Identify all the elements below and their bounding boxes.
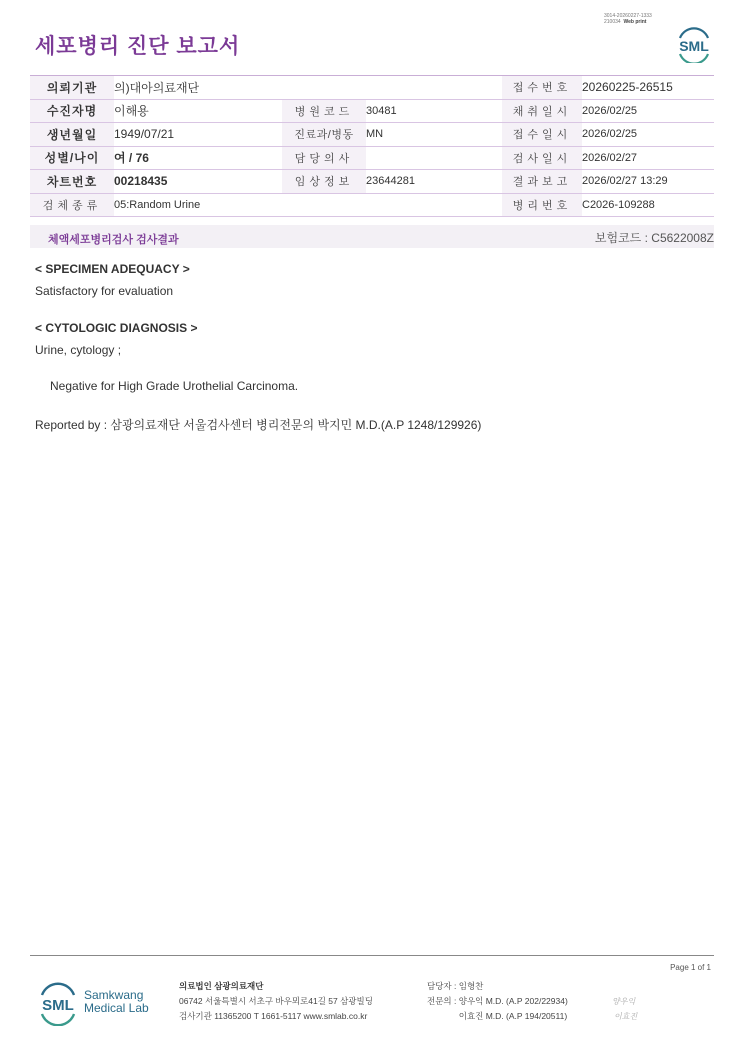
value-doctor <box>366 146 502 170</box>
org-address: 06742 서울특별시 서초구 바우뫼로41길 57 삼광빌딩 <box>179 996 373 1006</box>
brand-line-1: Samkwang <box>84 988 144 1002</box>
adequacy-heading: < SPECIMEN ADEQUACY > <box>35 262 190 276</box>
table-row <box>30 146 714 170</box>
label-requesting-org: 의뢰기관 <box>30 76 114 100</box>
label-specimen-type: 검체종류 <box>30 193 114 217</box>
specialist-2: 이효진 M.D. (A.P 194/20511) <box>458 1011 568 1021</box>
value-collection-date: 2026/02/25 <box>582 99 714 123</box>
value-receipt-date: 2026/02/25 <box>582 123 714 147</box>
page-title: 세포병리 진단 보고서 <box>35 35 241 58</box>
brand-line-2: Medical Lab <box>84 1001 149 1015</box>
table-row <box>30 170 714 194</box>
value-test-date: 2026/02/27 <box>582 146 714 170</box>
print-mode: Web print <box>623 19 647 25</box>
label-chart-no: 차트번호 <box>30 170 114 194</box>
label-sex-age: 성별/나이 <box>30 146 114 170</box>
print-code: 210034 <box>604 19 621 25</box>
manager-name: 임형찬 <box>458 981 484 991</box>
manager-label: 담당자 : <box>427 981 457 991</box>
org-contact: 검사기관 11365200 T 1661-5117 www.smlab.co.kr <box>179 1011 368 1021</box>
table-row <box>30 123 714 147</box>
footer-divider <box>30 955 714 956</box>
value-pathology-no: C2026-109288 <box>582 193 714 217</box>
signature-2: 이효진 <box>614 1012 638 1021</box>
signature-1: 양우익 <box>612 997 636 1006</box>
brand-name <box>84 989 149 1015</box>
insurance-code: 보험코드 : C5622008Z <box>594 231 714 245</box>
label-collection-date: 채취일시 <box>502 99 582 123</box>
value-requesting-org: 의)대아의료재단 <box>114 76 502 100</box>
logo-text: SML <box>679 38 709 54</box>
adequacy-text: Satisfactory for evaluation <box>35 284 174 298</box>
label-hospital-code: 병원코드 <box>282 99 366 123</box>
value-result-report: 2026/02/27 13:29 <box>582 170 714 194</box>
sml-logo-icon <box>36 980 80 1026</box>
patient-info-table <box>30 75 714 217</box>
label-test-date: 검사일시 <box>502 146 582 170</box>
page-number: Page 1 of 1 <box>670 963 711 972</box>
print-id: 3014-20260227-1333 <box>604 13 652 19</box>
sml-logo-icon <box>674 27 714 63</box>
label-patient-name: 수진자명 <box>30 99 114 123</box>
diagnosis-text: Negative for High Grade Urothelial Carcinoma. <box>50 379 299 393</box>
specialist-1: 양우익 M.D. (A.P 202/22934) <box>458 996 568 1006</box>
org-name: 의료법인 삼광의료재단 <box>179 981 264 991</box>
print-meta <box>604 13 652 25</box>
value-birth-date: 1949/07/21 <box>114 123 282 147</box>
label-department: 진료과/병동 <box>282 123 366 147</box>
specialist-label: 전문의 : <box>427 996 457 1006</box>
label-doctor: 담당의사 <box>282 146 366 170</box>
value-specimen-type: 05:Random Urine <box>114 193 502 217</box>
org-info <box>179 979 373 1024</box>
value-clinical-info: 23644281 <box>366 170 502 194</box>
label-pathology-no: 병리번호 <box>502 193 582 217</box>
label-clinical-info: 임상정보 <box>282 170 366 194</box>
section-title: 체액세포병리검사 검사결과 <box>48 234 179 246</box>
staff-info <box>427 979 568 1024</box>
diagnosis-heading: < CYTOLOGIC DIAGNOSIS > <box>35 321 198 335</box>
table-row <box>30 99 714 123</box>
value-receipt-no: 20260225-26515 <box>582 76 714 100</box>
value-hospital-code: 30481 <box>366 99 502 123</box>
reported-by: Reported by : 삼광의료재단 서울검사센터 병리전문의 박지민 M.D.(A.P 1248/129926) <box>35 418 482 432</box>
logo-text: SML <box>42 997 74 1014</box>
table-row <box>30 76 714 100</box>
value-patient-name: 이해용 <box>114 99 282 123</box>
table-row <box>30 193 714 217</box>
label-result-report: 결과보고 <box>502 170 582 194</box>
value-sex-age: 여 / 76 <box>114 146 282 170</box>
label-receipt-date: 접수일시 <box>502 123 582 147</box>
diagnosis-site: Urine, cytology ; <box>35 343 122 357</box>
value-department: MN <box>366 123 502 147</box>
label-birth-date: 생년월일 <box>30 123 114 147</box>
value-chart-no: 00218435 <box>114 170 282 194</box>
label-receipt-no: 접수번호 <box>502 76 582 100</box>
